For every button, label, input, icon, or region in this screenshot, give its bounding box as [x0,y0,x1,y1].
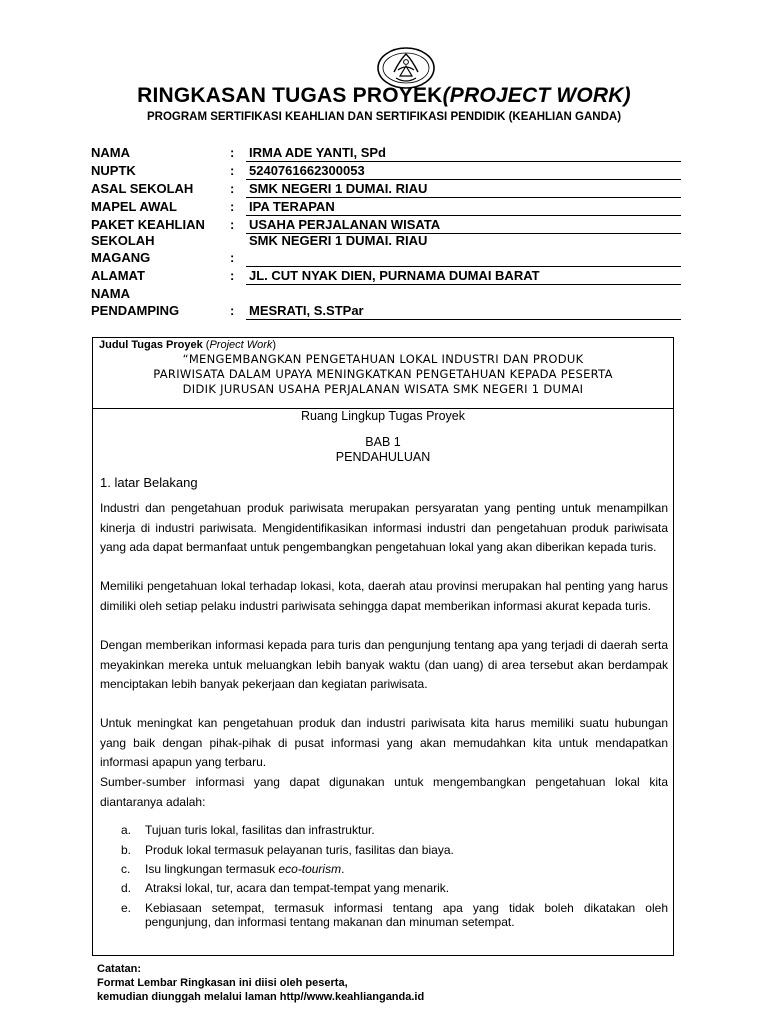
paragraph: Industri dan pengetahuan produk pariwisata merupakan persyaratan yang penting untuk menampilkan kinerja di industri pariwisata. Mengidentifikasikan informasi industri dan pengetahuan produk pariwisata yang ada dapat bermanfaat untuk pengembangkan pengetahuan lokal yang akan diberikan kepada turis. [100,501,668,554]
field-sekolah: SEKOLAH SMK NEGERI 1 DUMAI. RIAU [91,233,428,248]
notes [97,962,424,1004]
notes-line: kemudian diunggah melalui laman http//www.keahlianganda.id [97,991,425,1003]
field-underline [246,319,681,320]
scope-heading: Ruang Lingkup Tugas Proyek [301,409,465,423]
project-title-label: Judul Tugas Proyek (Project Work) [99,339,277,351]
project-title-text [93,352,673,397]
project-title-line: PARIWISATA DALAM UPAYA MENINGKATKAN PENGETAHUAN KEPADA PESERTA [153,367,613,381]
notes-line: Format Lembar Ringkasan ini diisi oleh peserta, [97,977,348,989]
section-heading: 1. latar Belakang [100,475,198,490]
paragraph: Dengan memberikan informasi kepada para turis dan pengunjung tentang apa yang terjadi di daerah serta meyakinkan mereka untuk meluangkan lebih banyak waktu (dan uang) di area tersebut akan berdampak menciptakan lebih banyak pekerjaan dan kegiatan pariwisata. [100,638,668,691]
paragraph: Memiliki pengetahuan lokal terhadap lokasi, kota, daerah atau provinsi merupakan hal penting yang harus dimiliki oleh setiap pelaku industri pariwisata sehingga dapat memberikan informasi akurat kepada turis. [100,579,668,613]
paragraph: Untuk meningkat kan pengetahuan produk dan industri pariwisata kita harus memiliki suatu hubungan yang baik dengan pihak-pihak di pusat informasi yang akan memudahkan kita untuk mendapatkan informasi apapun yang terbaru. [100,716,668,769]
field-value: SMK NEGERI 1 DUMAI. RIAU [249,233,428,248]
field-nama: NAMA : IRMA ADE YANTI, SPd [91,145,681,162]
field-underline [246,197,681,198]
field-value: JL. CUT NYAK DIEN, PURNAMA DUMAI BARAT [249,268,540,283]
field-underline [246,215,681,216]
chapter-title: PENDAHULUAN [335,450,431,464]
field-value: MESRATI, S.STPar [249,303,364,318]
field-value: IRMA ADE YANTI, SPd [249,145,387,160]
project-title-line: “MENGEMBANGKAN PENGETAHUAN LOKAL INDUSTRI DAN PRODUK [182,352,584,366]
field-mapel-awal: MAPEL AWAL : IPA TERAPAN [91,199,681,216]
field-asal-sekolah: ASAL SEKOLAH : SMK NEGERI 1 DUMAI. RIAU [91,181,681,198]
notes-title: Catatan: [97,963,142,975]
scope-box: Ruang Lingkup Tugas Proyek BAB 1 PENDAHULUAN 1. latar Belakang Industri dan pengetahuan produk pariwisata merupakan persyaratan yang penting untuk menampilkan kinerja di industri pariwisata. Mengidentifikasikan informasi industri dan pengetahuan produk pariwisata yang ada dapat bermanfaat untuk pengembangkan pengetahuan lokal yang akan diberikan kepada turis. Memiliki pengetahuan lokal terhadap lokasi, kota, daerah atau provinsi merupakan hal penting yang harus dimiliki oleh setiap pelaku industri pariwisata sehingga dapat memberikan informasi akurat kepada turis. Dengan memberikan informasi kepada para turis dan pengunjung tentang apa yang terjadi di daerah serta meyakinkan mereka untuk meluangkan lebih banyak waktu (dan uang) di area tersebut akan berdampak menciptakan lebih banyak pekerjaan dan kegiatan pariwisata. Untuk meningkat kan pengetahuan produk dan industri pariwisata kita harus memiliki suatu hubungan yang baik dengan pihak-pihak di pusat informasi yang akan memudahkan kita untuk mendapatkan informasi apapun yang terbaru. Sumber-sumber informasi yang dapat digunakan untuk mengembangkan pengetahuan lokal kita diantaranya adalah: a. Tujuan turis lokal, fasilitas dan infrastruktur. b. Produk lokal termasuk pelayanan turis, fasilitas dan biaya. c. Isu lingkungan termasuk eco-tourism. d. Atraksi lokal, tur, acara dan tempat-tempat yang menarik. e. Kebiasaan setempat, termasuk informasi tentang apa yang tidak boleh dikatakan oleh pengunjung, dan informasi tentang makanan dan minuman setempat. [92,409,674,956]
field-paket-keahlian: PAKET KEAHLIAN : USAHA PERJALANAN WISATA [91,217,681,234]
page-title: RINGKASAN TUGAS PROYEK(PROJECT WORK) [137,84,631,107]
field-alamat: ALAMAT : JL. CUT NYAK DIEN, PURNAMA DUMAI BARAT [91,268,681,285]
field-value: IPA TERAPAN [249,199,335,214]
field-underline [246,179,681,180]
chapter-number: BAB 1 [365,435,401,449]
field-value: USAHA PERJALANAN WISATA [249,217,441,232]
paragraph: Sumber-sumber informasi yang dapat digunakan untuk mengembangkan pengetahuan lokal kita diantaranya adalah: [100,775,668,809]
field-pendamping: PENDAMPING : MESRATI, S.STPar [91,303,681,320]
field-underline [246,161,681,162]
field-nama-label: NAMA [91,286,130,301]
field-underline [246,284,681,285]
field-magang: MAGANG : [91,250,681,267]
field-nuptk: NUPTK : 5240761662300053 [91,163,681,180]
field-value: SMK NEGERI 1 DUMAI. RIAU [249,181,428,196]
field-value: 5240761662300053 [249,163,365,178]
project-title-line: DIDIK JURUSAN USAHA PERJALANAN WISATA SMK NEGERI 1 DUMAI [182,382,584,396]
page-subtitle: PROGRAM SERTIFIKASI KEAHLIAN DAN SERTIFIKASI PENDIDIK (KEAHLIAN GANDA) [146,111,622,123]
project-title-box [92,337,674,409]
list-item: e. Kebiasaan setempat, termasuk informasi tentang apa yang tidak boleh dikatakan oleh pengunjung, dan informasi tentang makanan dan minuman setempat. [121,901,668,929]
field-underline [246,266,681,267]
